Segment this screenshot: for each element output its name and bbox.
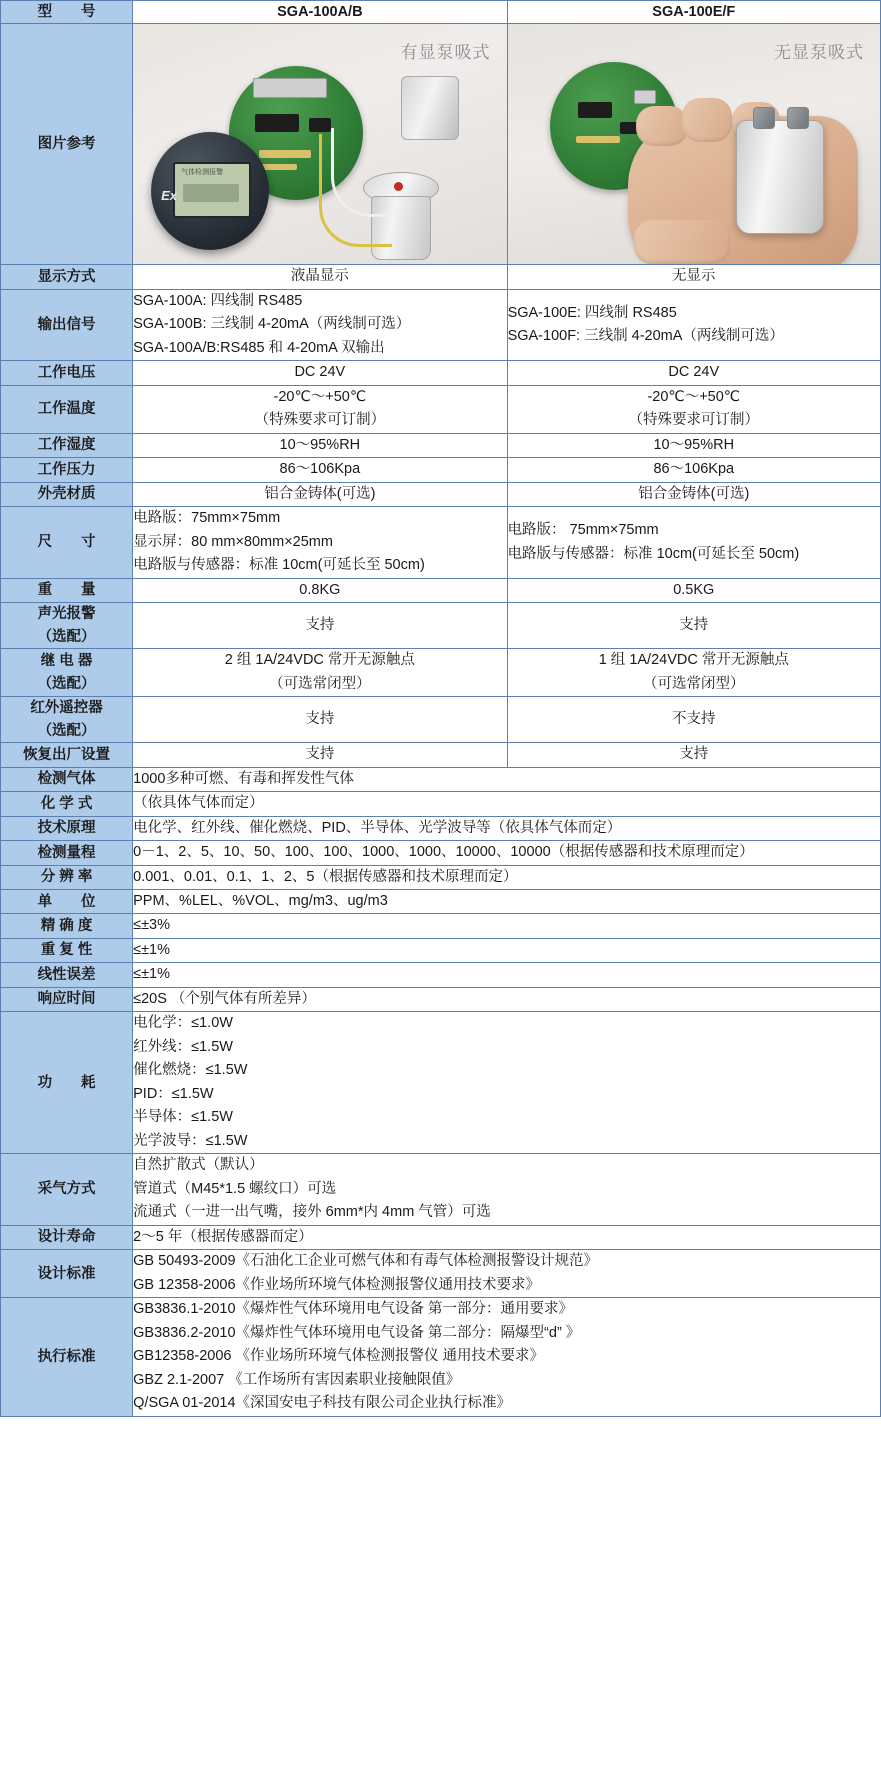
table-row xyxy=(1,743,881,767)
row-value-b: DC 24V xyxy=(507,361,880,385)
row-value-b: 86～106Kpa xyxy=(507,458,880,482)
table-row xyxy=(1,1154,881,1225)
table-row xyxy=(1,603,881,649)
row-value: ≤±1% xyxy=(133,963,881,987)
row-label: 化 学 式 xyxy=(1,792,133,816)
ex-mark-label: Ex xyxy=(161,188,178,204)
row-value: 1000多种可燃、有毒和挥发性气体 xyxy=(133,767,881,791)
row-label: 显示方式 xyxy=(1,265,133,289)
row-value: （依具体气体而定） xyxy=(133,792,881,816)
table-row xyxy=(1,458,881,482)
row-value: 电化学：≤1.0W 红外线：≤1.5W 催化燃烧：≤1.5W PID：≤1.5W 半导体：≤1.5W 光学波导：≤1.5W xyxy=(133,1012,881,1154)
row-value: ≤±3% xyxy=(133,914,881,938)
table-row xyxy=(1,507,881,578)
table-row-photos xyxy=(1,24,881,265)
row-label: 精 确 度 xyxy=(1,914,133,938)
row-label: 工作压力 xyxy=(1,458,133,482)
table-row xyxy=(1,1250,881,1298)
row-label: 检测量程 xyxy=(1,841,133,865)
table-row xyxy=(1,1012,881,1154)
row-label: 外壳材质 xyxy=(1,482,133,506)
table-row xyxy=(1,865,881,889)
table-row xyxy=(1,385,881,433)
table-row xyxy=(1,890,881,914)
product-photo-b xyxy=(508,24,880,264)
row-value-b: -20℃～+50℃ （特殊要求可订制） xyxy=(507,385,880,433)
row-label: 线性误差 xyxy=(1,963,133,987)
row-value-a: 铝合金铸体(可选) xyxy=(133,482,507,506)
row-label: 重 复 性 xyxy=(1,938,133,962)
table-row xyxy=(1,361,881,385)
table-row xyxy=(1,482,881,506)
row-value-a: 86～106Kpa xyxy=(133,458,507,482)
row-label: 采气方式 xyxy=(1,1154,133,1225)
row-value: 2～5 年（根据传感器而定） xyxy=(133,1225,881,1249)
row-value-b: 0.5KG xyxy=(507,578,880,602)
row-label-model: 型 号 xyxy=(1,1,133,24)
row-label-photo: 图片参考 xyxy=(1,24,133,265)
row-label: 工作温度 xyxy=(1,385,133,433)
row-value-a: 支持 xyxy=(133,743,507,767)
row-value-b: SGA-100E: 四线制 RS485 SGA-100F: 三线制 4-20mA（两线制可选） xyxy=(507,289,880,360)
row-value-b: 支持 xyxy=(507,603,880,649)
table-row xyxy=(1,265,881,289)
row-value-b: 不支持 xyxy=(507,697,880,743)
table-row xyxy=(1,987,881,1011)
row-label: 单 位 xyxy=(1,890,133,914)
row-label: 工作湿度 xyxy=(1,433,133,457)
model-a-header: SGA-100A/B xyxy=(133,1,507,24)
photo-caption-a: 有显泵吸式 xyxy=(400,43,491,63)
row-value-b: 无显示 xyxy=(507,265,880,289)
table-row xyxy=(1,649,881,697)
row-value-a: 电路版：75mm×75mm 显示屏：80 mm×80mm×25mm 电路版与传感器：标准 10cm(可延长至 50cm) xyxy=(133,507,507,578)
table-row xyxy=(1,289,881,360)
row-value-a: -20℃～+50℃ （特殊要求可订制） xyxy=(133,385,507,433)
row-value: ≤±1% xyxy=(133,938,881,962)
row-value: GB 50493-2009《石油化工企业可燃气体和有毒气体检测报警设计规范》 GB 12358-2006《作业场所环境气体检测报警仪通用技术要求》 xyxy=(133,1250,881,1298)
row-label: 检测气体 xyxy=(1,767,133,791)
table-row xyxy=(1,792,881,816)
row-value-b: 支持 xyxy=(507,743,880,767)
table-row xyxy=(1,816,881,840)
row-label: 尺 寸 xyxy=(1,507,133,578)
row-label: 红外遥控器 （选配） xyxy=(1,697,133,743)
photo-cell-a xyxy=(133,24,507,265)
row-label: 响应时间 xyxy=(1,987,133,1011)
row-label: 恢复出厂设置 xyxy=(1,743,133,767)
table-row xyxy=(1,963,881,987)
small-sensor-icon xyxy=(401,76,459,140)
table-row xyxy=(1,841,881,865)
row-label: 设计标准 xyxy=(1,1250,133,1298)
row-value: 0－1、2、5、10、50、100、100、1000、1000、10000、10000（根据传感器和技术原理而定） xyxy=(133,841,881,865)
row-value-a: 支持 xyxy=(133,603,507,649)
lcd-title: 气体检测报警 xyxy=(181,169,224,177)
table-row xyxy=(1,938,881,962)
row-value: GB3836.1-2010《爆炸性气体环境用电气设备 第一部分：通用要求》 GB3836.2-2010《爆炸性气体环境用电气设备 第二部分：隔爆型“d” 》 GB12358-2006 《作业场所环境气体检测报警仪 通用技术要求》 GBZ 2.1-2007 《工作场所有害因素职业接触限值》 Q/SGA 01-2014《深国安电子科技有限公司企业执行标准》 xyxy=(133,1298,881,1416)
row-value-a: 支持 xyxy=(133,697,507,743)
table-row xyxy=(1,433,881,457)
row-label: 继 电 器 （选配） xyxy=(1,649,133,697)
row-value: 0.001、0.01、0.1、1、2、5（根据传感器和技术原理而定） xyxy=(133,865,881,889)
photo-caption-b: 无显泵吸式 xyxy=(774,43,864,63)
row-label: 工作电压 xyxy=(1,361,133,385)
row-label: 执行标准 xyxy=(1,1298,133,1416)
row-value: PPM、%LEL、%VOL、mg/m3、ug/m3 xyxy=(133,890,881,914)
display-unit-icon xyxy=(151,132,269,250)
photo-cell-b xyxy=(507,24,880,265)
row-value-a: SGA-100A: 四线制 RS485 SGA-100B: 三线制 4-20mA（两线制可选） SGA-100A/B:RS485 和 4-20mA 双输出 xyxy=(133,289,507,360)
model-b-header: SGA-100E/F xyxy=(507,1,880,24)
table-row xyxy=(1,1225,881,1249)
product-photo-a xyxy=(133,24,506,264)
row-value-a: 0.8KG xyxy=(133,578,507,602)
row-value-a: DC 24V xyxy=(133,361,507,385)
row-label: 设计寿命 xyxy=(1,1225,133,1249)
row-label: 分 辨 率 xyxy=(1,865,133,889)
table-row xyxy=(1,767,881,791)
row-value-b: 10～95%RH xyxy=(507,433,880,457)
row-label: 声光报警 （选配） xyxy=(1,603,133,649)
row-value-b: 1 组 1A/24VDC 常开无源触点 （可选常闭型） xyxy=(507,649,880,697)
row-value: ≤20S （个别气体有所差异） xyxy=(133,987,881,1011)
table-row xyxy=(1,578,881,602)
row-label: 重 量 xyxy=(1,578,133,602)
row-label: 输出信号 xyxy=(1,289,133,360)
row-value-b: 电路版： 75mm×75mm 电路版与传感器：标准 10cm(可延长至 50cm) xyxy=(507,507,880,578)
table-row xyxy=(1,1298,881,1416)
row-label: 功 耗 xyxy=(1,1012,133,1154)
table-row xyxy=(1,697,881,743)
row-value-a: 液晶显示 xyxy=(133,265,507,289)
row-value: 自然扩散式（默认） 管道式（M45*1.5 螺纹口）可选 流通式（一进一出气嘴，接外 6mm*内 4mm 气管）可选 xyxy=(133,1154,881,1225)
row-value-b: 铝合金铸体(可选) xyxy=(507,482,880,506)
pump-probe-icon xyxy=(736,120,824,234)
table-row xyxy=(1,914,881,938)
row-value-a: 10～95%RH xyxy=(133,433,507,457)
row-value: 电化学、红外线、催化燃烧、PID、半导体、光学波导等（依具体气体而定） xyxy=(133,816,881,840)
table-row-model xyxy=(1,1,881,24)
row-value-a: 2 组 1A/24VDC 常开无源触点 （可选常闭型） xyxy=(133,649,507,697)
row-label: 技术原理 xyxy=(1,816,133,840)
